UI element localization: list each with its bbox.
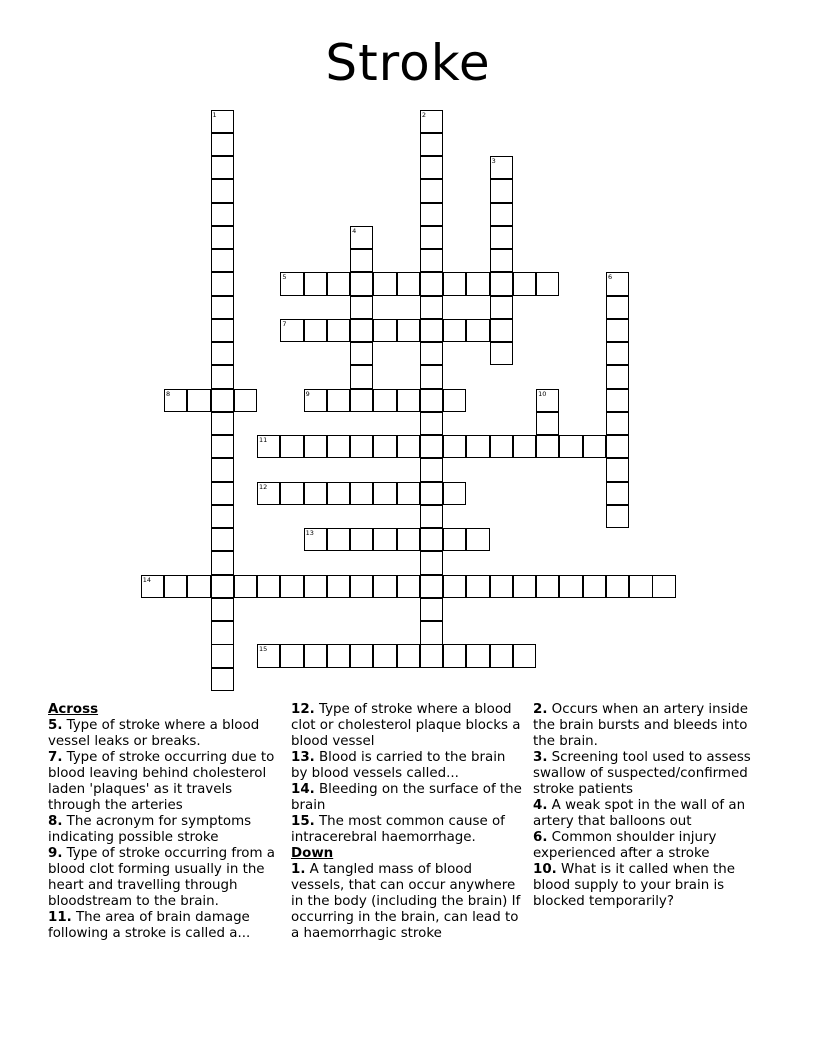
grid-cell[interactable] <box>304 528 327 551</box>
down-clue-6 <box>533 830 758 862</box>
grid-cell[interactable] <box>443 575 466 598</box>
clue-number: 15. <box>291 814 315 829</box>
grid-cell[interactable] <box>187 389 210 412</box>
grid-cell[interactable] <box>397 482 420 505</box>
clue-number: 5. <box>48 718 63 733</box>
grid-cell[interactable] <box>211 179 234 202</box>
grid-cell[interactable] <box>466 435 489 458</box>
grid-cell[interactable] <box>652 575 675 598</box>
grid-cell[interactable] <box>257 644 280 667</box>
grid-cell[interactable] <box>420 482 443 505</box>
grid-cell[interactable] <box>327 272 350 295</box>
grid-cell[interactable] <box>234 575 257 598</box>
clue-text: Screening tool used to assess swallow of suspected/confirmed stroke patients <box>533 750 751 797</box>
grid-cell[interactable] <box>490 342 513 365</box>
across-clue-13 <box>291 750 523 782</box>
grid-cell[interactable] <box>420 365 443 388</box>
clue-text: The most common cause of intracerebral haemorrhage. <box>291 814 505 845</box>
grid-cell[interactable] <box>304 435 327 458</box>
grid-cell[interactable] <box>327 319 350 342</box>
clue-number: 2. <box>533 702 548 717</box>
grid-cell[interactable] <box>397 319 420 342</box>
across-heading: Across <box>48 702 99 717</box>
clue-text: Bleeding on the surface of the brain <box>291 782 522 813</box>
clue-text: A weak spot in the wall of an artery that balloons out <box>533 798 746 829</box>
grid-cell[interactable] <box>420 179 443 202</box>
grid-cell[interactable] <box>606 435 629 458</box>
grid-cell[interactable] <box>350 644 373 667</box>
clue-text: Type of stroke where a blood clot or cholesterol plaque blocks a blood vessel <box>291 702 521 749</box>
grid-cell[interactable] <box>327 482 350 505</box>
grid-cell[interactable] <box>211 389 234 412</box>
grid-cell[interactable] <box>420 644 443 667</box>
grid-cell[interactable] <box>211 272 234 295</box>
grid-cell[interactable] <box>629 575 652 598</box>
grid-cell[interactable] <box>211 621 234 644</box>
clue-text: Occurs when an artery inside the brain bursts and bleeds into the brain. <box>533 702 749 749</box>
clue-number: 9. <box>48 846 63 861</box>
grid-cell[interactable] <box>211 412 234 435</box>
down-clue-1 <box>291 862 523 942</box>
grid-cell[interactable] <box>211 482 234 505</box>
grid-cell[interactable] <box>466 528 489 551</box>
clue-number-9: 9 <box>305 389 310 398</box>
grid-cell[interactable] <box>443 319 466 342</box>
grid-cell[interactable] <box>443 644 466 667</box>
grid-cell[interactable] <box>420 551 443 574</box>
clue-number-6: 6 <box>607 273 613 282</box>
grid-cell[interactable] <box>583 575 606 598</box>
grid-cell[interactable] <box>304 272 327 295</box>
grid-cell[interactable] <box>443 272 466 295</box>
grid-cell[interactable] <box>490 575 513 598</box>
clue-number-7: 7 <box>282 319 287 328</box>
grid-cell[interactable] <box>606 365 629 388</box>
across-clue-15 <box>291 814 523 846</box>
grid-cell[interactable] <box>327 644 350 667</box>
grid-cell[interactable] <box>420 435 443 458</box>
clue-number-14: 14 <box>142 575 152 584</box>
grid-cell[interactable] <box>211 528 234 551</box>
clue-number-12: 12 <box>259 482 268 491</box>
grid-cell[interactable] <box>397 272 420 295</box>
grid-cell[interactable] <box>211 644 234 667</box>
grid-cell[interactable] <box>606 319 629 342</box>
clue-text: Type of stroke occurring from a blood clot forming usually in the heart and travelling through bloodstream to the brain. <box>48 846 276 909</box>
grid-cell[interactable] <box>350 249 373 272</box>
grid-cell[interactable] <box>304 644 327 667</box>
grid-cell[interactable] <box>257 575 280 598</box>
grid-cell[interactable] <box>606 342 629 365</box>
grid-cell[interactable] <box>420 319 443 342</box>
across-clue-8 <box>48 814 278 846</box>
grid-cell[interactable] <box>606 482 629 505</box>
clue-number: 7. <box>48 750 63 765</box>
clue-number-13: 13 <box>305 529 314 538</box>
grid-cell[interactable] <box>606 458 629 481</box>
grid-cell[interactable] <box>420 133 443 156</box>
grid-cell[interactable] <box>211 226 234 249</box>
grid-cell[interactable] <box>373 528 396 551</box>
grid-cell[interactable] <box>420 621 443 644</box>
grid-cell[interactable] <box>513 575 536 598</box>
grid-cell[interactable] <box>327 575 350 598</box>
grid-cell[interactable] <box>397 575 420 598</box>
grid-cell[interactable] <box>420 296 443 319</box>
grid-cell[interactable] <box>211 342 234 365</box>
grid-cell[interactable] <box>304 389 327 412</box>
grid-cell[interactable] <box>420 528 443 551</box>
grid-cell[interactable] <box>606 505 629 528</box>
grid-cell[interactable] <box>420 412 443 435</box>
clue-number-8: 8 <box>166 389 171 398</box>
grid-cell[interactable] <box>536 272 559 295</box>
grid-cell[interactable] <box>397 528 420 551</box>
grid-cell[interactable] <box>373 435 396 458</box>
grid-cell[interactable] <box>350 319 373 342</box>
grid-cell[interactable] <box>443 389 466 412</box>
grid-cell[interactable] <box>211 203 234 226</box>
grid-cell[interactable] <box>397 435 420 458</box>
grid-cell[interactable] <box>327 528 350 551</box>
grid-cell[interactable] <box>490 179 513 202</box>
grid-cell[interactable] <box>350 435 373 458</box>
clue-number: 8. <box>48 814 63 829</box>
clue-text: Blood is carried to the brain by blood vessels called... <box>291 750 506 781</box>
grid-cell[interactable] <box>211 365 234 388</box>
clue-number: 4. <box>533 798 548 813</box>
grid-cell[interactable] <box>211 319 234 342</box>
grid-cell[interactable] <box>257 435 280 458</box>
clue-number-10: 10 <box>538 389 547 398</box>
grid-cell[interactable] <box>559 435 582 458</box>
grid-cell[interactable] <box>211 133 234 156</box>
grid-cell[interactable] <box>211 668 234 691</box>
across-clue-7 <box>48 750 278 814</box>
grid-cell[interactable] <box>350 389 373 412</box>
grid-cell[interactable] <box>373 575 396 598</box>
grid-cell[interactable] <box>490 644 513 667</box>
grid-cell[interactable] <box>373 482 396 505</box>
grid-cell[interactable] <box>420 389 443 412</box>
grid-cell[interactable] <box>420 226 443 249</box>
grid-cell[interactable] <box>420 575 443 598</box>
grid-cell[interactable] <box>373 272 396 295</box>
grid-cell[interactable] <box>280 575 303 598</box>
grid-cell[interactable] <box>420 110 443 133</box>
grid-cell[interactable] <box>606 389 629 412</box>
grid-cell[interactable] <box>513 435 536 458</box>
grid-cell[interactable] <box>350 365 373 388</box>
grid-cell[interactable] <box>211 505 234 528</box>
grid-cell[interactable] <box>187 575 210 598</box>
grid-cell[interactable] <box>350 272 373 295</box>
grid-cell[interactable] <box>490 203 513 226</box>
across-clue-11 <box>48 910 278 942</box>
clue-number: 14. <box>291 782 315 797</box>
grid-cell[interactable] <box>211 435 234 458</box>
grid-cell[interactable] <box>490 249 513 272</box>
clue-column-1 <box>48 702 278 942</box>
grid-cell[interactable] <box>443 482 466 505</box>
grid-cell[interactable] <box>397 389 420 412</box>
down-heading: Down <box>291 846 334 861</box>
grid-cell[interactable] <box>420 458 443 481</box>
grid-cell[interactable] <box>350 575 373 598</box>
grid-cell[interactable] <box>606 412 629 435</box>
clue-number: 13. <box>291 750 315 765</box>
clue-number: 1. <box>291 862 306 877</box>
grid-cell[interactable] <box>327 389 350 412</box>
grid-cell[interactable] <box>513 644 536 667</box>
grid-cell[interactable] <box>536 412 559 435</box>
clue-text: Type of stroke where a blood vessel leaks or breaks. <box>48 718 260 749</box>
grid-cell[interactable] <box>350 226 373 249</box>
down-clue-3 <box>533 750 758 798</box>
clue-number-11: 11 <box>259 436 268 445</box>
clue-text: Type of stroke occurring due to blood leaving behind cholesterol laden 'plaques' as it travels through the arteries <box>48 750 275 813</box>
grid-cell[interactable] <box>490 296 513 319</box>
grid-cell[interactable] <box>350 482 373 505</box>
grid-cell[interactable] <box>280 482 303 505</box>
grid-cell[interactable] <box>211 156 234 179</box>
clue-column-3 <box>533 702 758 910</box>
grid-cell[interactable] <box>373 389 396 412</box>
grid-cell[interactable] <box>490 319 513 342</box>
grid-cell[interactable] <box>164 389 187 412</box>
grid-cell[interactable] <box>304 482 327 505</box>
grid-cell[interactable] <box>466 272 489 295</box>
grid-cell[interactable] <box>211 598 234 621</box>
grid-cell[interactable] <box>211 249 234 272</box>
across-clue-12 <box>291 702 523 750</box>
grid-cell[interactable] <box>490 435 513 458</box>
grid-cell[interactable] <box>141 575 164 598</box>
grid-cell[interactable] <box>373 319 396 342</box>
clue-number: 12. <box>291 702 315 717</box>
grid-cell[interactable] <box>490 156 513 179</box>
grid-cell[interactable] <box>420 249 443 272</box>
grid-cell[interactable] <box>466 575 489 598</box>
grid-cell[interactable] <box>350 296 373 319</box>
grid-cell[interactable] <box>234 389 257 412</box>
grid-cell[interactable] <box>211 458 234 481</box>
grid-cell[interactable] <box>420 598 443 621</box>
clue-text: A tangled mass of blood vessels, that can occur anywhere in the body (including the brain) If occurring in the brain, can lead to a haemorrhagic stroke <box>291 862 521 941</box>
clue-text: Common shoulder injury experienced after a stroke <box>533 830 717 861</box>
clue-number-1: 1 <box>212 110 217 119</box>
grid-cell[interactable] <box>490 272 513 295</box>
puzzle-title: Stroke <box>325 34 491 92</box>
clue-number: 3. <box>533 750 548 765</box>
grid-cell[interactable] <box>606 272 629 295</box>
clue-number: 10. <box>533 862 557 877</box>
grid-cell[interactable] <box>164 575 187 598</box>
grid-cell[interactable] <box>350 342 373 365</box>
clue-text: The acronym for symptoms indicating possible stroke <box>48 814 252 845</box>
grid-cell[interactable] <box>304 319 327 342</box>
clue-number-2: 2 <box>421 110 427 119</box>
grid-cell[interactable] <box>280 435 303 458</box>
down-clue-2 <box>533 702 758 750</box>
down-clue-10 <box>533 862 758 910</box>
grid-cell[interactable] <box>420 203 443 226</box>
grid-cell[interactable] <box>536 389 559 412</box>
grid-cell[interactable] <box>490 226 513 249</box>
across-clue-14 <box>291 782 523 814</box>
grid-cell[interactable] <box>373 644 396 667</box>
clue-text: What is it called when the blood supply to your brain is blocked temporarily? <box>533 862 736 909</box>
grid-cell[interactable] <box>211 296 234 319</box>
clue-text: The area of brain damage following a stroke is called a... <box>48 910 251 941</box>
grid-cell[interactable] <box>559 575 582 598</box>
across-clue-9 <box>48 846 278 910</box>
clue-number-4: 4 <box>352 226 357 235</box>
grid-cell[interactable] <box>420 156 443 179</box>
clue-number: 11. <box>48 910 72 925</box>
clue-number-5: 5 <box>282 273 287 282</box>
grid-cell[interactable] <box>513 272 536 295</box>
grid-cell[interactable] <box>420 342 443 365</box>
down-clue-4 <box>533 798 758 830</box>
grid-cell[interactable] <box>606 296 629 319</box>
grid-cell[interactable] <box>466 319 489 342</box>
grid-cell[interactable] <box>350 528 373 551</box>
clue-column-2 <box>291 702 523 942</box>
grid-cell[interactable] <box>211 110 234 133</box>
grid-cell[interactable] <box>443 435 466 458</box>
grid-cell[interactable] <box>420 272 443 295</box>
grid-cell[interactable] <box>280 272 303 295</box>
grid-cell[interactable] <box>211 575 234 598</box>
across-clue-5 <box>48 718 278 750</box>
grid-cell[interactable] <box>280 319 303 342</box>
clue-number-15: 15 <box>259 645 268 654</box>
grid-cell[interactable] <box>583 435 606 458</box>
grid-cell[interactable] <box>280 644 303 667</box>
grid-cell[interactable] <box>327 435 350 458</box>
grid-cell[interactable] <box>397 644 420 667</box>
grid-cell[interactable] <box>304 575 327 598</box>
clue-number: 6. <box>533 830 548 845</box>
grid-cell[interactable] <box>211 551 234 574</box>
grid-cell[interactable] <box>443 528 466 551</box>
grid-cell[interactable] <box>536 575 559 598</box>
grid-cell[interactable] <box>466 644 489 667</box>
clue-number-3: 3 <box>491 157 496 166</box>
grid-cell[interactable] <box>257 482 280 505</box>
grid-cell[interactable] <box>536 435 559 458</box>
grid-cell[interactable] <box>420 505 443 528</box>
grid-cell[interactable] <box>606 575 629 598</box>
